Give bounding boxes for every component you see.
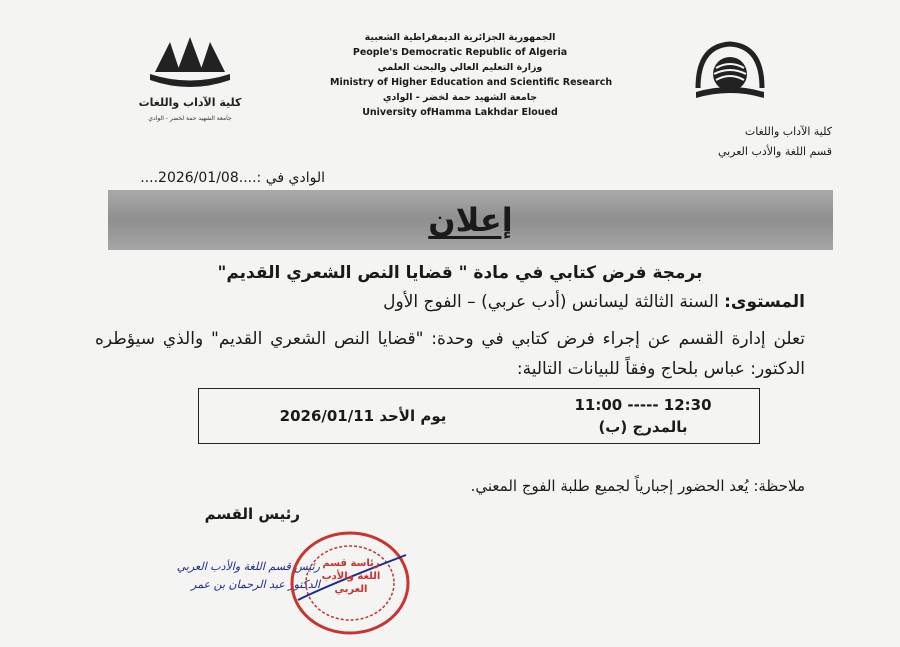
level-value: السنة الثالثة ليسانس (أدب عربي) – الفوج الأول	[383, 292, 719, 312]
ministry-en: Ministry of Higher Education and Scientific Research	[330, 77, 613, 88]
schedule-table	[198, 388, 760, 444]
signature-line2: الدكتور عبد الرحمان بن عمر	[191, 578, 320, 591]
schedule-place: بالمدرج (ب)	[598, 418, 688, 436]
body-paragraph: تعلن إدارة القسم عن إجراء فرض كتابي في وحدة: "قضايا النص الشعري القديم" والذي سيؤطره الدكتور: عباس بلحاج وفقاً للبيانات التالية:	[95, 329, 805, 379]
faculty-logo	[135, 32, 245, 127]
department-name: قسم اللغة والأدب العربي	[717, 145, 832, 158]
announcement-title: إعلان	[428, 201, 513, 239]
note-line: ملاحظة: يُعد الحضور إجبارياً لجميع طلبة الفوج المعني.	[470, 477, 805, 495]
announcement-banner	[108, 190, 833, 250]
signature-line1: رئيس قسم اللغة والأدب العربي	[176, 560, 320, 573]
faculty-block	[718, 122, 832, 162]
stamp-text: رئاسة قسم اللغة والأدب العربي	[321, 558, 381, 595]
schedule-time: 11:00 ----- 12:30	[574, 396, 712, 414]
level-line	[383, 292, 805, 312]
letterhead	[330, 30, 613, 120]
schedule-day: يوم الأحد 2026/01/11	[279, 407, 447, 425]
republic-en: People's Democratic Republic of Algeria	[352, 47, 568, 58]
department-stamp	[288, 525, 413, 635]
university-logo	[690, 38, 770, 106]
ministry-ar: وزارة التعليم العالي والبحث العلمي	[377, 62, 543, 73]
subject-line: برمجة فرض كتابي في مادة " قضايا النص الشعري القديم"	[217, 263, 703, 283]
logo-text: كلية الآداب واللغات	[138, 96, 242, 109]
university-en: University ofHamma Lakhdar Eloued	[362, 107, 558, 118]
faculty-name: كلية الآداب واللغات	[744, 125, 832, 138]
schedule-time-place	[527, 389, 759, 443]
logo-subtext: جامعة الشهيد حمة لخضر - الوادي	[148, 115, 232, 122]
date-line: الوادي في :....2026/01/08....	[140, 170, 325, 186]
university-ar: جامعة الشهيد حمة لخضر - الوادي	[382, 92, 538, 103]
level-label: المستوى:	[724, 292, 805, 312]
head-of-department-title: رئيس القسم	[204, 505, 300, 523]
republic-ar: الجمهورية الجزائرية الديمقراطية الشعبية	[364, 32, 556, 43]
